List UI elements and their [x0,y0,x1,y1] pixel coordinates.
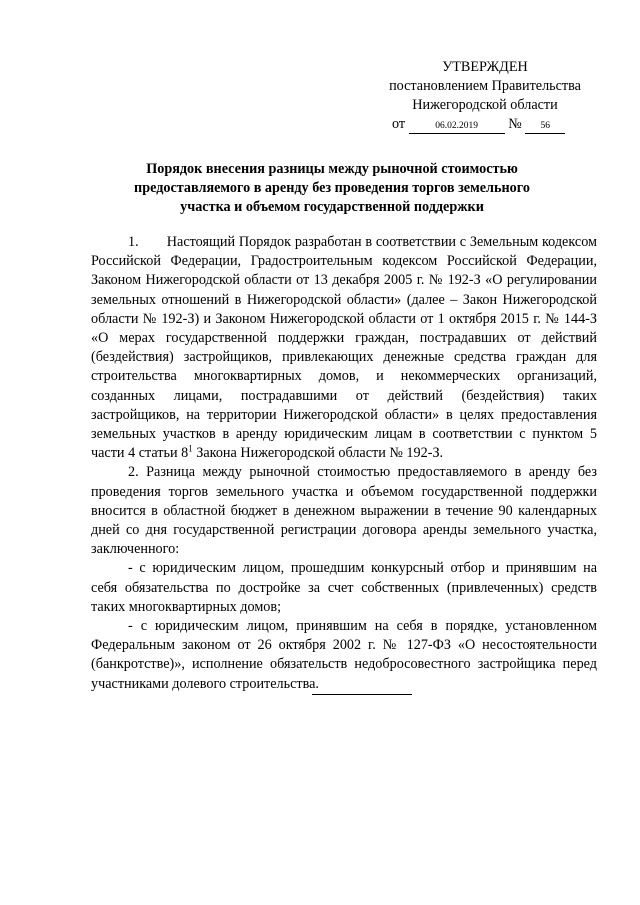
approval-number-label: № [508,116,522,132]
paragraph-4: - с юридическим лицом, принявшим на себя в порядке, установленном Федеральным законом от 26 октября 2002 г. № 127-ФЗ «О несостоятельности (банкротстве)», исполнение обязательств недобросовестного застройщика перед участниками долевого строительства. [91,618,597,692]
approval-line-2: Нижегородской области [412,97,558,113]
approval-title: УТВЕРЖДЕН [442,59,528,75]
paragraph-2: 2. Разница между рыночной стоимостью предоставляемого в аренду без проведения торгов земельного участка и объемом государственной поддержки вносится в областной бюджет в денежном выражении в течение 90 календарных дней со дня государственной регистрации договора аренды земельного участка, заключенного: [91,464,597,558]
approval-stamp [380,58,590,134]
approval-from-label: от [392,116,406,132]
approval-date-line [380,115,590,134]
paragraph-1-superscript: 1 [188,443,193,454]
paragraph-1-number: 1. [128,234,139,250]
paragraph-3: - с юридическим лицом, прошедшим конкурсный отбор и принявшим на себя обязательства по достройке за счет собственных (привлеченных) средств таких многоквартирных домов; [91,560,597,615]
end-separator-line [312,694,412,695]
approval-number: 56 [525,120,565,134]
paragraph-1-text-a: Настоящий Порядок разработан в соответствии с Земельным кодексом Российской Федерации, Градостроительным кодексом Российской Федерации, Законом Нижегородской области от 13 декабря 2005 г. № 192-З «О регулировании земельных отношений в Нижегородской области» (далее – Закон Нижегородской области № 192-З) и Законом Нижегородской области от 1 октября 2015 г. № 144-З «О мерах государственной поддержки граждан, пострадавших от действий (бездействия) застройщиков, привлекающих денежные средства граждан для строительства многоквартирных домов, и некоммерческих организаций, созданных лицами, пострадавшими от действий (бездействия) таких застройщиков, на территории Нижегородской области» в целях предоставления земельных участков в аренду юридическим лицам в соответствии с пунктом 5 части 4 статьи 8 [91,234,597,462]
paragraph-1 [91,233,597,463]
approval-line-1: постановлением Правительства [389,78,581,94]
document-title: Порядок внесения разницы между рыночной стоимостью предоставляемого в аренду без проведения торгов земельного участка и объемом государственной поддержки [134,161,530,215]
approval-date: 06.02.2019 [409,120,505,134]
document-body [91,233,597,694]
paragraph-1-text-b: Закона Нижегородской области № 192-З. [192,445,444,462]
